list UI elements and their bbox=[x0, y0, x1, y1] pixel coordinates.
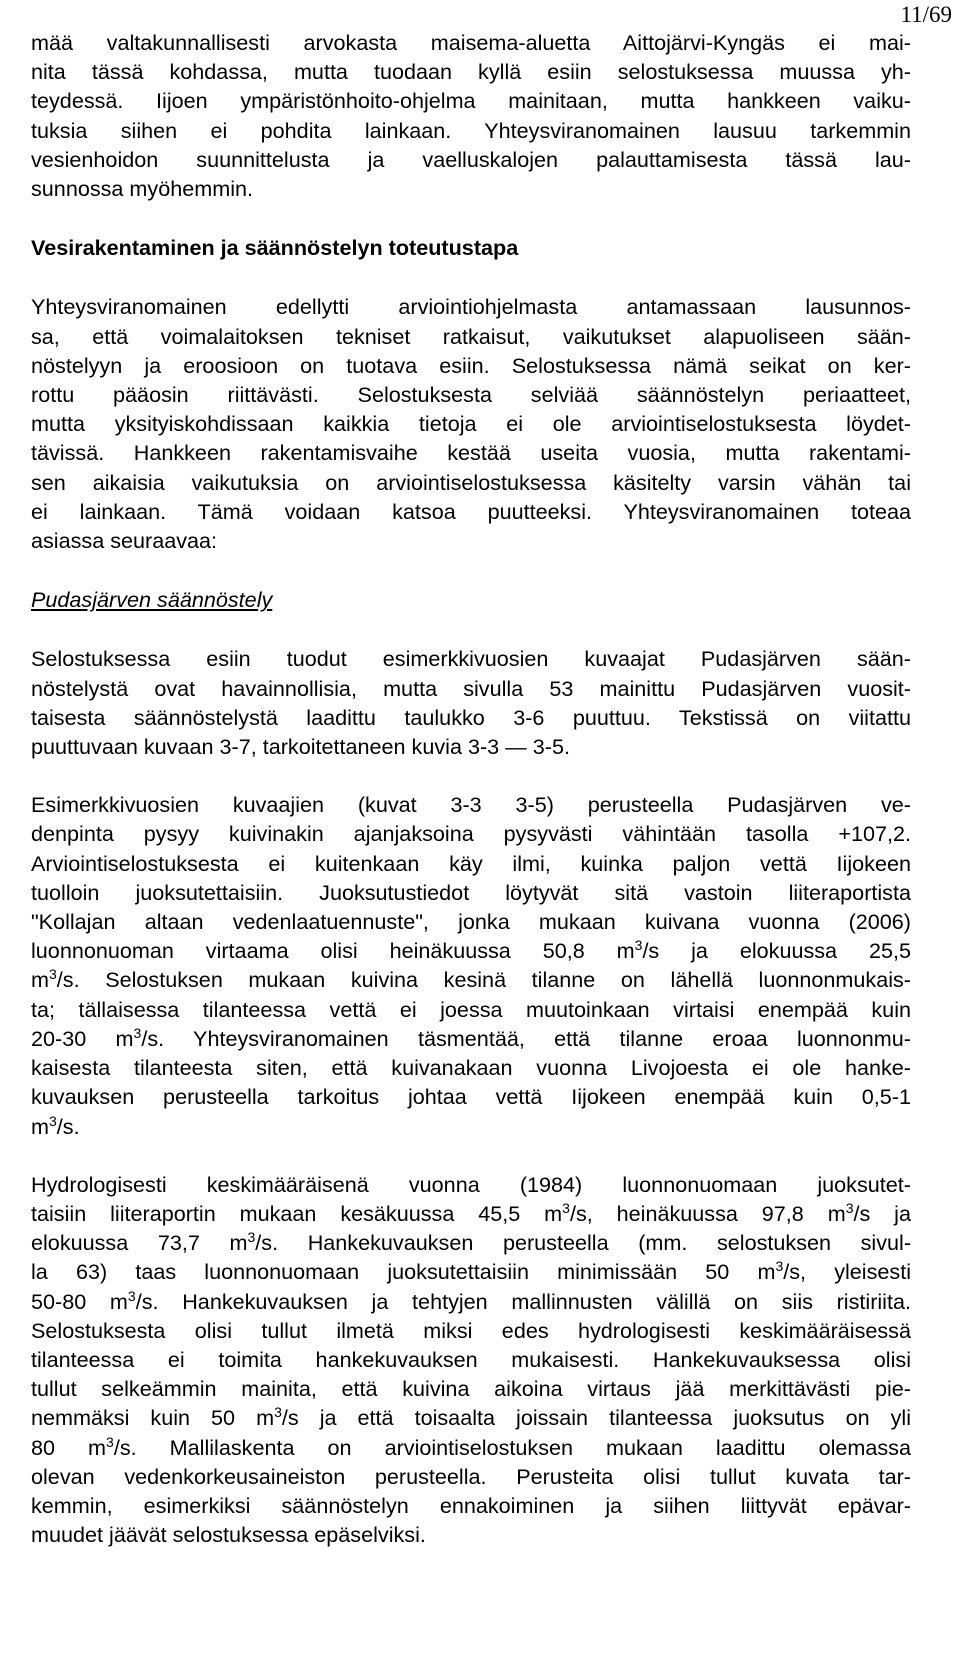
paragraph-charts bbox=[31, 644, 911, 761]
text-line: olevan vedenkorkeusaineiston perusteella. Perusteita olisi tullut kuvata tar- bbox=[31, 1463, 911, 1489]
text-line: vesienhoidon suunnittelusta ja vaelluskalojen palauttamisesta tässä lau- bbox=[31, 146, 911, 172]
paragraph-regulation bbox=[31, 292, 911, 555]
text-line: tullut selkeämmin mainita, että kuivina aikoina virtaus jää merkittävästi pie- bbox=[31, 1376, 911, 1402]
text-line: kaisesta tilanteesta siten, että kuivanakaan vuonna Livojoesta ei ole hanke- bbox=[31, 1055, 911, 1081]
text-line: $m^3/s$. bbox=[31, 1112, 80, 1139]
text-line: tävissä. Hankkeen rakentamisvaihe kestää useita vuosia, mutta rakentami- bbox=[31, 440, 911, 466]
text-line: rottu pääosin riittävästi. Selostuksesta selviää säännöstelyn periaatteet, bbox=[31, 382, 911, 408]
text-line: 50-80 $m^3/s$. Hankekuvauksen ja tehtyjen mallinnusten välillä on siis ristiriita. bbox=[31, 1287, 911, 1314]
text-line: $m^3/s$. Selostuksen mukaan kuivina kesinä tilanne on lähellä luonnonmukais- bbox=[31, 966, 911, 993]
text-line: la 63) taas luonnonuomaan juoksutettaisiin minimissään 50 $m^3/s$, yleisesti bbox=[31, 1258, 912, 1285]
text-line: elokuussa 73,7 $m^3/s$. Hankekuvauksen perusteella (mm. selostuksen sivul- bbox=[31, 1229, 912, 1256]
text-line: sa, että voimalaitoksen tekniset ratkaisut, vaikutukset alapuoliseen sään- bbox=[31, 323, 911, 349]
document-body bbox=[31, 28, 911, 1549]
text-line: "Kollajan altaan vedenlaatuennuste", jonka mukaan kuivana vuonna (2006) bbox=[31, 909, 911, 935]
text-line: luonnonuoman virtaama olisi heinäkuussa 50,8 $m^3/s$ ja elokuussa 25,5 bbox=[31, 937, 911, 964]
text-line: ei lainkaan. Tämä voidaan katsoa puutteeksi. Yhteysviranomainen toteaa bbox=[31, 498, 911, 524]
text-line: 80 $m^3/s$. Mallilaskenta on arviointiselostuksen mukaan laadittu olemassa bbox=[31, 1433, 911, 1460]
text-line: nita tässä kohdassa, mutta tuodaan kyllä esiin selostuksessa muussa yh- bbox=[31, 59, 911, 85]
text-line: nöstelyyn ja eroosioon on tuotava esiin. Selostuksessa nämä seikat on ker- bbox=[31, 352, 911, 378]
paragraph-intro bbox=[31, 28, 911, 203]
text-line: mutta yksityiskohdissaan kaikkia tietoja ei ole arviointiselostuksesta löydet- bbox=[31, 411, 911, 437]
text-line: kemmin, esimerkiksi säännöstelyn ennakoiminen ja siihen liittyvät epävar- bbox=[31, 1492, 911, 1518]
text-line: sen aikaisia vaikutuksia on arviointiselostuksessa käsitelty varsin vähän tai bbox=[31, 469, 911, 495]
text-line: teydessä. Iijoen ympäristönhoito-ohjelma mainitaan, mutta hankkeen vaiku- bbox=[31, 88, 911, 114]
text-line: Esimerkkivuosien kuvaajien (kuvat 3-3 3-5) perusteella Pudasjärven ve- bbox=[31, 792, 911, 818]
text-line: tuolloin juoksutettaisiin. Juoksutustiedot löytyvät sitä vastoin liiteraportista bbox=[31, 879, 911, 905]
page-number: 11/69 bbox=[900, 2, 952, 27]
text-line: Selostuksesta olisi tullut ilmetä miksi edes hydrologisesti keskimääräisessä bbox=[31, 1317, 911, 1343]
text-line: denpinta pysyy kuivinakin ajanjaksoina pysyvästi vähintään tasolla +107,2. bbox=[31, 821, 911, 847]
text-line: Arviointiselostuksesta ei kuitenkaan käy ilmi, kuinka paljon vettä Iijokeen bbox=[31, 850, 911, 876]
text-line: Hydrologisesti keskimääräisenä vuonna (1984) luonnonuomaan juoksutet- bbox=[31, 1171, 911, 1197]
paragraph-hydrology bbox=[31, 1170, 911, 1550]
text-line: puuttuvaan kuvaan 3-7, tarkoitettaneen kuvia 3-3 — 3-5. bbox=[31, 734, 570, 760]
text-line: nemmäksi kuin 50 $m^3/s$ ja että toisaalta joissain tilanteessa juoksutus on yli bbox=[31, 1404, 912, 1431]
text-line: nöstelystä ovat havainnollisia, mutta sivulla 53 mainittu Pudasjärven vuosit- bbox=[31, 675, 911, 701]
text-line: muudet jäävät selostuksessa epäselviksi. bbox=[31, 1522, 426, 1548]
text-line: Selostuksessa esiin tuodut esimerkkivuosien kuvaajat Pudasjärven sään- bbox=[31, 646, 911, 672]
text-line: kuvauksen perusteella tarkoitus johtaa vettä Iijokeen enempää kuin 0,5-1 bbox=[31, 1084, 911, 1110]
section-heading: Vesirakentaminen ja säännöstelyn toteutustapa bbox=[31, 235, 519, 261]
text-line: Yhteysviranomainen edellytti arviointiohjelmasta antamassaan lausunnos- bbox=[31, 294, 911, 320]
text-line: mää valtakunnallisesti arvokasta maisema-aluetta Aittojärvi-Kyngäs ei mai- bbox=[31, 30, 911, 55]
paragraph-water-level bbox=[31, 790, 911, 1140]
text-line: tilanteessa ei toimita hankekuvauksen mukaisesti. Hankekuvauksessa olisi bbox=[31, 1346, 911, 1372]
text-line: taisesta säännöstelystä laadittu taulukko 3-6 puuttuu. Tekstissä on viitattu bbox=[31, 704, 911, 730]
subsection-heading: Pudasjärven säännöstely bbox=[31, 587, 273, 613]
text-line: sunnossa myöhemmin. bbox=[31, 176, 254, 202]
text-line: ta; tällaisessa tilanteessa vettä ei joessa muutoinkaan virtaisi enempää kuin bbox=[31, 996, 911, 1022]
text-line: taisiin liiteraportin mukaan kesäkuussa 45,5 $m^3/s$, heinäkuussa 97,8 $m^3/s$ ja bbox=[31, 1199, 911, 1226]
text-line: 20-30 $m^3/s$. Yhteysviranomainen täsmentää, että tilanne eroaa luonnonmu- bbox=[31, 1024, 911, 1051]
text-line: tuksia siihen ei pohdita lainkaan. Yhteysviranomainen lausuu tarkemmin bbox=[31, 117, 911, 143]
text-line: asiassa seuraavaa: bbox=[31, 528, 218, 554]
